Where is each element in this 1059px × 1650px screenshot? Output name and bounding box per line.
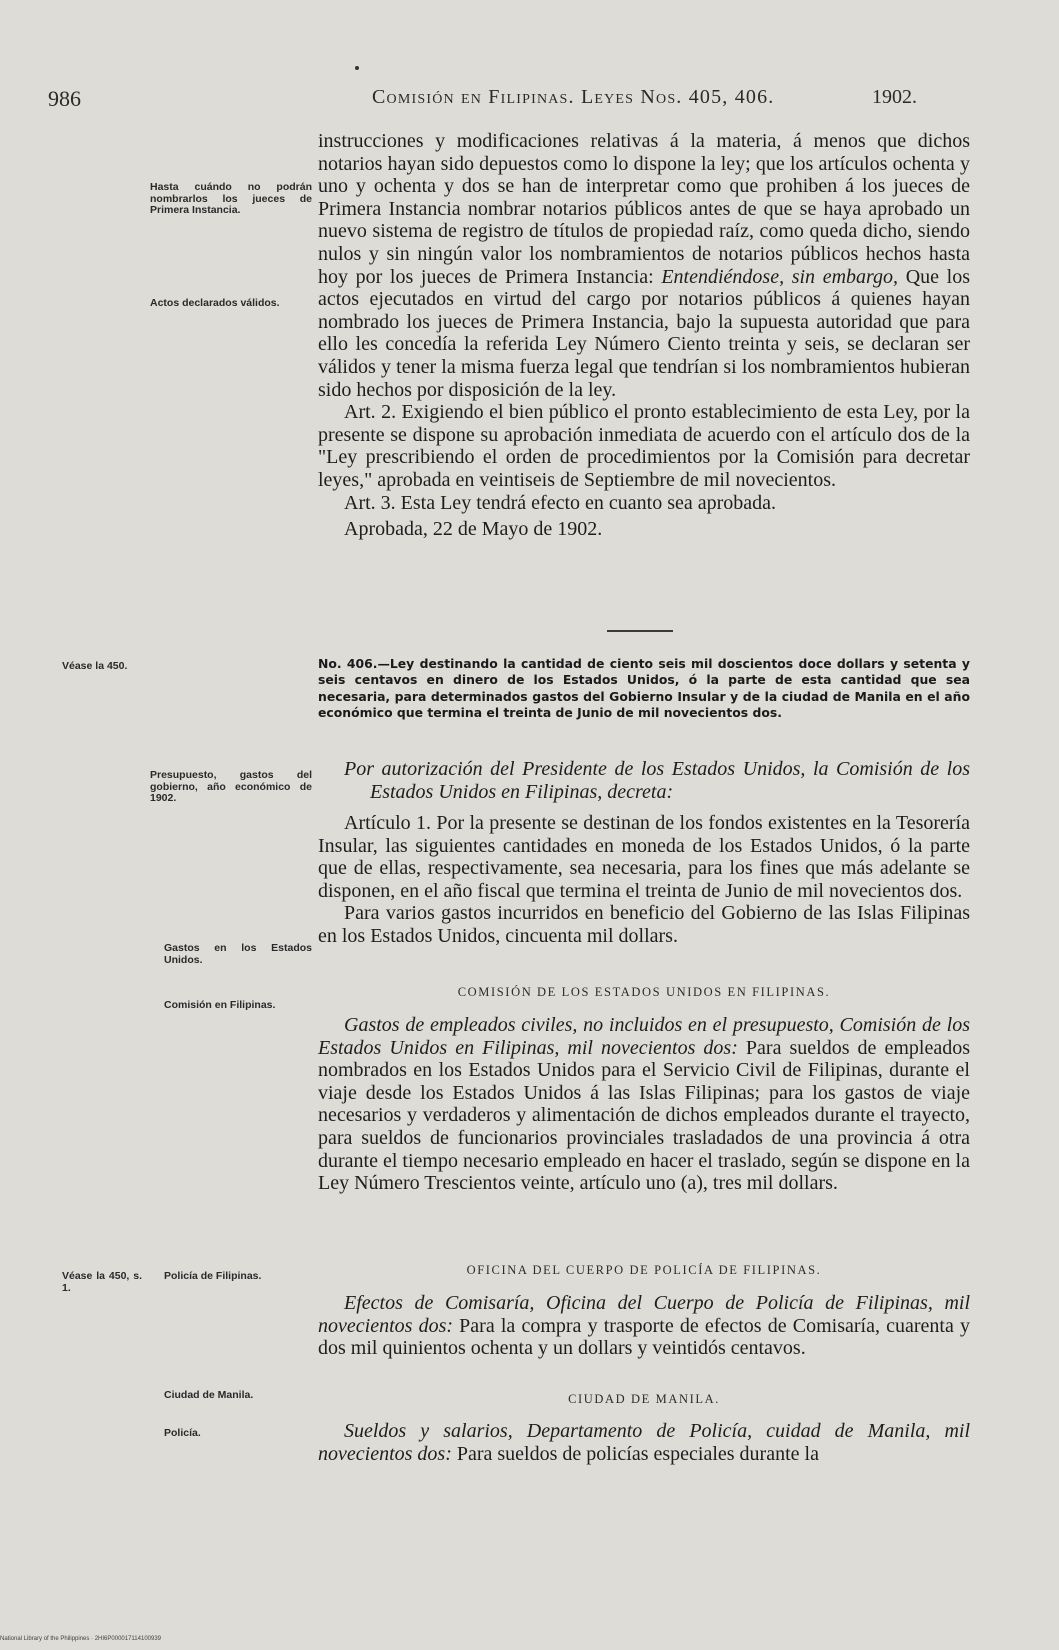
heading-comision: COMISIÓN DE LOS ESTADOS UNIDOS EN FILIPINAS. <box>457 985 831 999</box>
margin-note-vease-450-s1: Véase la 450, s. 1. <box>62 1270 142 1294</box>
policia-body <box>318 1292 970 1360</box>
scan-footer: National Library of the Philippines · 2HI6P000017114100939 <box>0 1636 162 1642</box>
heading-manila: CIUDAD DE MANILA. <box>568 1392 720 1406</box>
paragraph-text: instrucciones y modificaciones relativas á la materia, á menos que dichos notarios hayan sido depuestos como lo dispone la ley; que los artículos ochenta y uno y ochenta y dos se han de interpretar como que prohiben á los jueces de Primera Instancia nombrar notarios públicos antes de que se haya aprobado un nuevo sistema de registro de títulos de propiedad raíz, como queda dicho, siendo nulos y sin ningún valor los nombramientos de notarios públicos hechos hasta hoy por los jueces de Primera Instancia: <box>318 130 970 288</box>
article-2: Art. 2. Exigiendo el bien público el pronto establecimiento de esta Ley, por la presente se dispone su aprobación inmediata de acuerdo con el artículo dos de la "Ley prescribiendo el orden de procedimientos por la Comisión para decretar leyes," aprobada en veintiseis de Septiembre de mil novecientos. <box>318 401 970 491</box>
act-406-body <box>318 812 970 948</box>
ink-dot <box>355 66 359 70</box>
section-divider <box>607 630 673 632</box>
item-italic: Gastos de empleados civiles, no incluidos en el presupuesto, Comisión de los Estados Unidos en Filipinas, mil novecientos dos: <box>318 1014 970 1059</box>
enacting-text: Por autorización del Presidente de los Estados Unidos, la Comisión de los Estados Unidos en Filipinas, decreta: <box>344 758 970 803</box>
margin-note-policia: Policía. <box>164 1427 201 1439</box>
enacting-clause <box>318 758 970 803</box>
paragraph-text: Que los actos ejecutados en virtud del cargo por notarios públicos á quienes hayan nombrado los jueces de Primera Instancia, bajo la supuesta autoridad que para ello les concedía la referida Ley Número Ciento treinta y seis, se declaran ser válidos y tener la misma fuerza legal que tendrían si los nombramientos hubieran sido hechos por disposición de la ley. <box>318 265 970 401</box>
heading-policia: OFICINA DEL CUERPO DE POLICÍA DE FILIPINAS. <box>466 1263 822 1277</box>
page-header <box>0 78 1059 111</box>
manila-body <box>318 1420 970 1465</box>
margin-note-policia-filipinas: Policía de Filipinas. <box>164 1270 262 1282</box>
comision-body <box>318 1014 970 1195</box>
header-year: 1902. <box>872 86 917 108</box>
running-title: Comisión en Filipinas. Leyes Nos. 405, 406. <box>372 86 775 108</box>
page-number: 986 <box>48 86 81 111</box>
margin-note-presupuesto: Presupuesto, gastos del gobierno, año económico de 1902. <box>150 769 312 804</box>
item-italic: Sueldos y salarios, Departamento de Policía, cuidad de Manila, mil novecientos dos: <box>318 1420 970 1465</box>
margin-note-comision: Comisión en Filipinas. <box>164 999 276 1011</box>
margin-note-vease-450: Véase la 450. <box>62 660 128 672</box>
item-text: Para sueldos de policías especiales durante la <box>451 1442 819 1465</box>
item-text: Para sueldos de empleados nombrados en los Estados Unidos para el Servicio Civil de Filipinas, durante el viaje desde los Estados Unidos á las Islas Filipinas; para los gastos de viaje necesarios y verdaderos y alimentación de dichos empleados durante el trayecto, para sueldos de funcionarios provinciales trasladados de una provincia á otra durante el tiempo necesario empleado en hacer el traslado, según se dispone en la Ley Número Trescientos veinte, artículo uno (a), tres mil dollars. <box>318 1036 970 1195</box>
article-3: Art. 3. Esta Ley tendrá efecto en cuanto sea aprobada. <box>344 491 777 514</box>
comision-paragraph <box>318 1014 970 1195</box>
margin-note-ciudad-manila: Ciudad de Manila. <box>164 1389 254 1401</box>
item-italic: Efectos de Comisaría, Oficina del Cuerpo de Policía de Filipinas, mil novecientos dos: <box>318 1292 970 1337</box>
article-1: Artículo 1. Por la presente se destinan de los fondos existentes en la Tesorería Insular, las siguientes cantidades en moneda de los Estados Unidos, ó la parte que de ellas, respectivamente, sea necesaria, para los fines que más adelante se disponen, en el año fiscal que termina el treinta de Junio de mil novecientos dos. <box>318 812 970 902</box>
item-text: Para la compra y trasporte de efectos de Comisaría, cuarenta y dos mil quinientos ochenta y un dollars y veintidós centavos. <box>318 1314 970 1360</box>
law-405-body <box>318 130 970 541</box>
policia-paragraph <box>318 1292 970 1360</box>
act-406-title: No. 406.—Ley destinando la cantidad de ciento seis mil doscientos doce dollars y setenta y seis centavos en dinero de los Estados Unidos, ó la parte de esta cantidad que sea necesaria, para determinados gastos del Gobierno Insular y de la ciudad de Manila en el año económico que termina el treinta de Junio de mil novecientos dos. <box>318 656 970 720</box>
margin-note-actos-declarados: Actos declarados válidos. <box>150 297 280 309</box>
margin-note-gastos-eeuu: Gastos en los Estados Unidos. <box>164 942 312 966</box>
gastos-varios: Para varios gastos incurridos en beneficio del Gobierno de las Islas Filipinas en los Estados Unidos, cincuenta mil dollars. <box>318 902 970 947</box>
approval-date: Aprobada, 22 de Mayo de 1902. <box>344 518 603 541</box>
proviso-italic: Entendiéndose, sin embargo, <box>661 265 899 288</box>
margin-note-hasta-cuando: Hasta cuándo no podrán nombrarlos los jueces de Primera Instancia. <box>150 181 312 216</box>
law-405-paragraph <box>318 130 970 401</box>
manila-paragraph <box>318 1420 970 1465</box>
